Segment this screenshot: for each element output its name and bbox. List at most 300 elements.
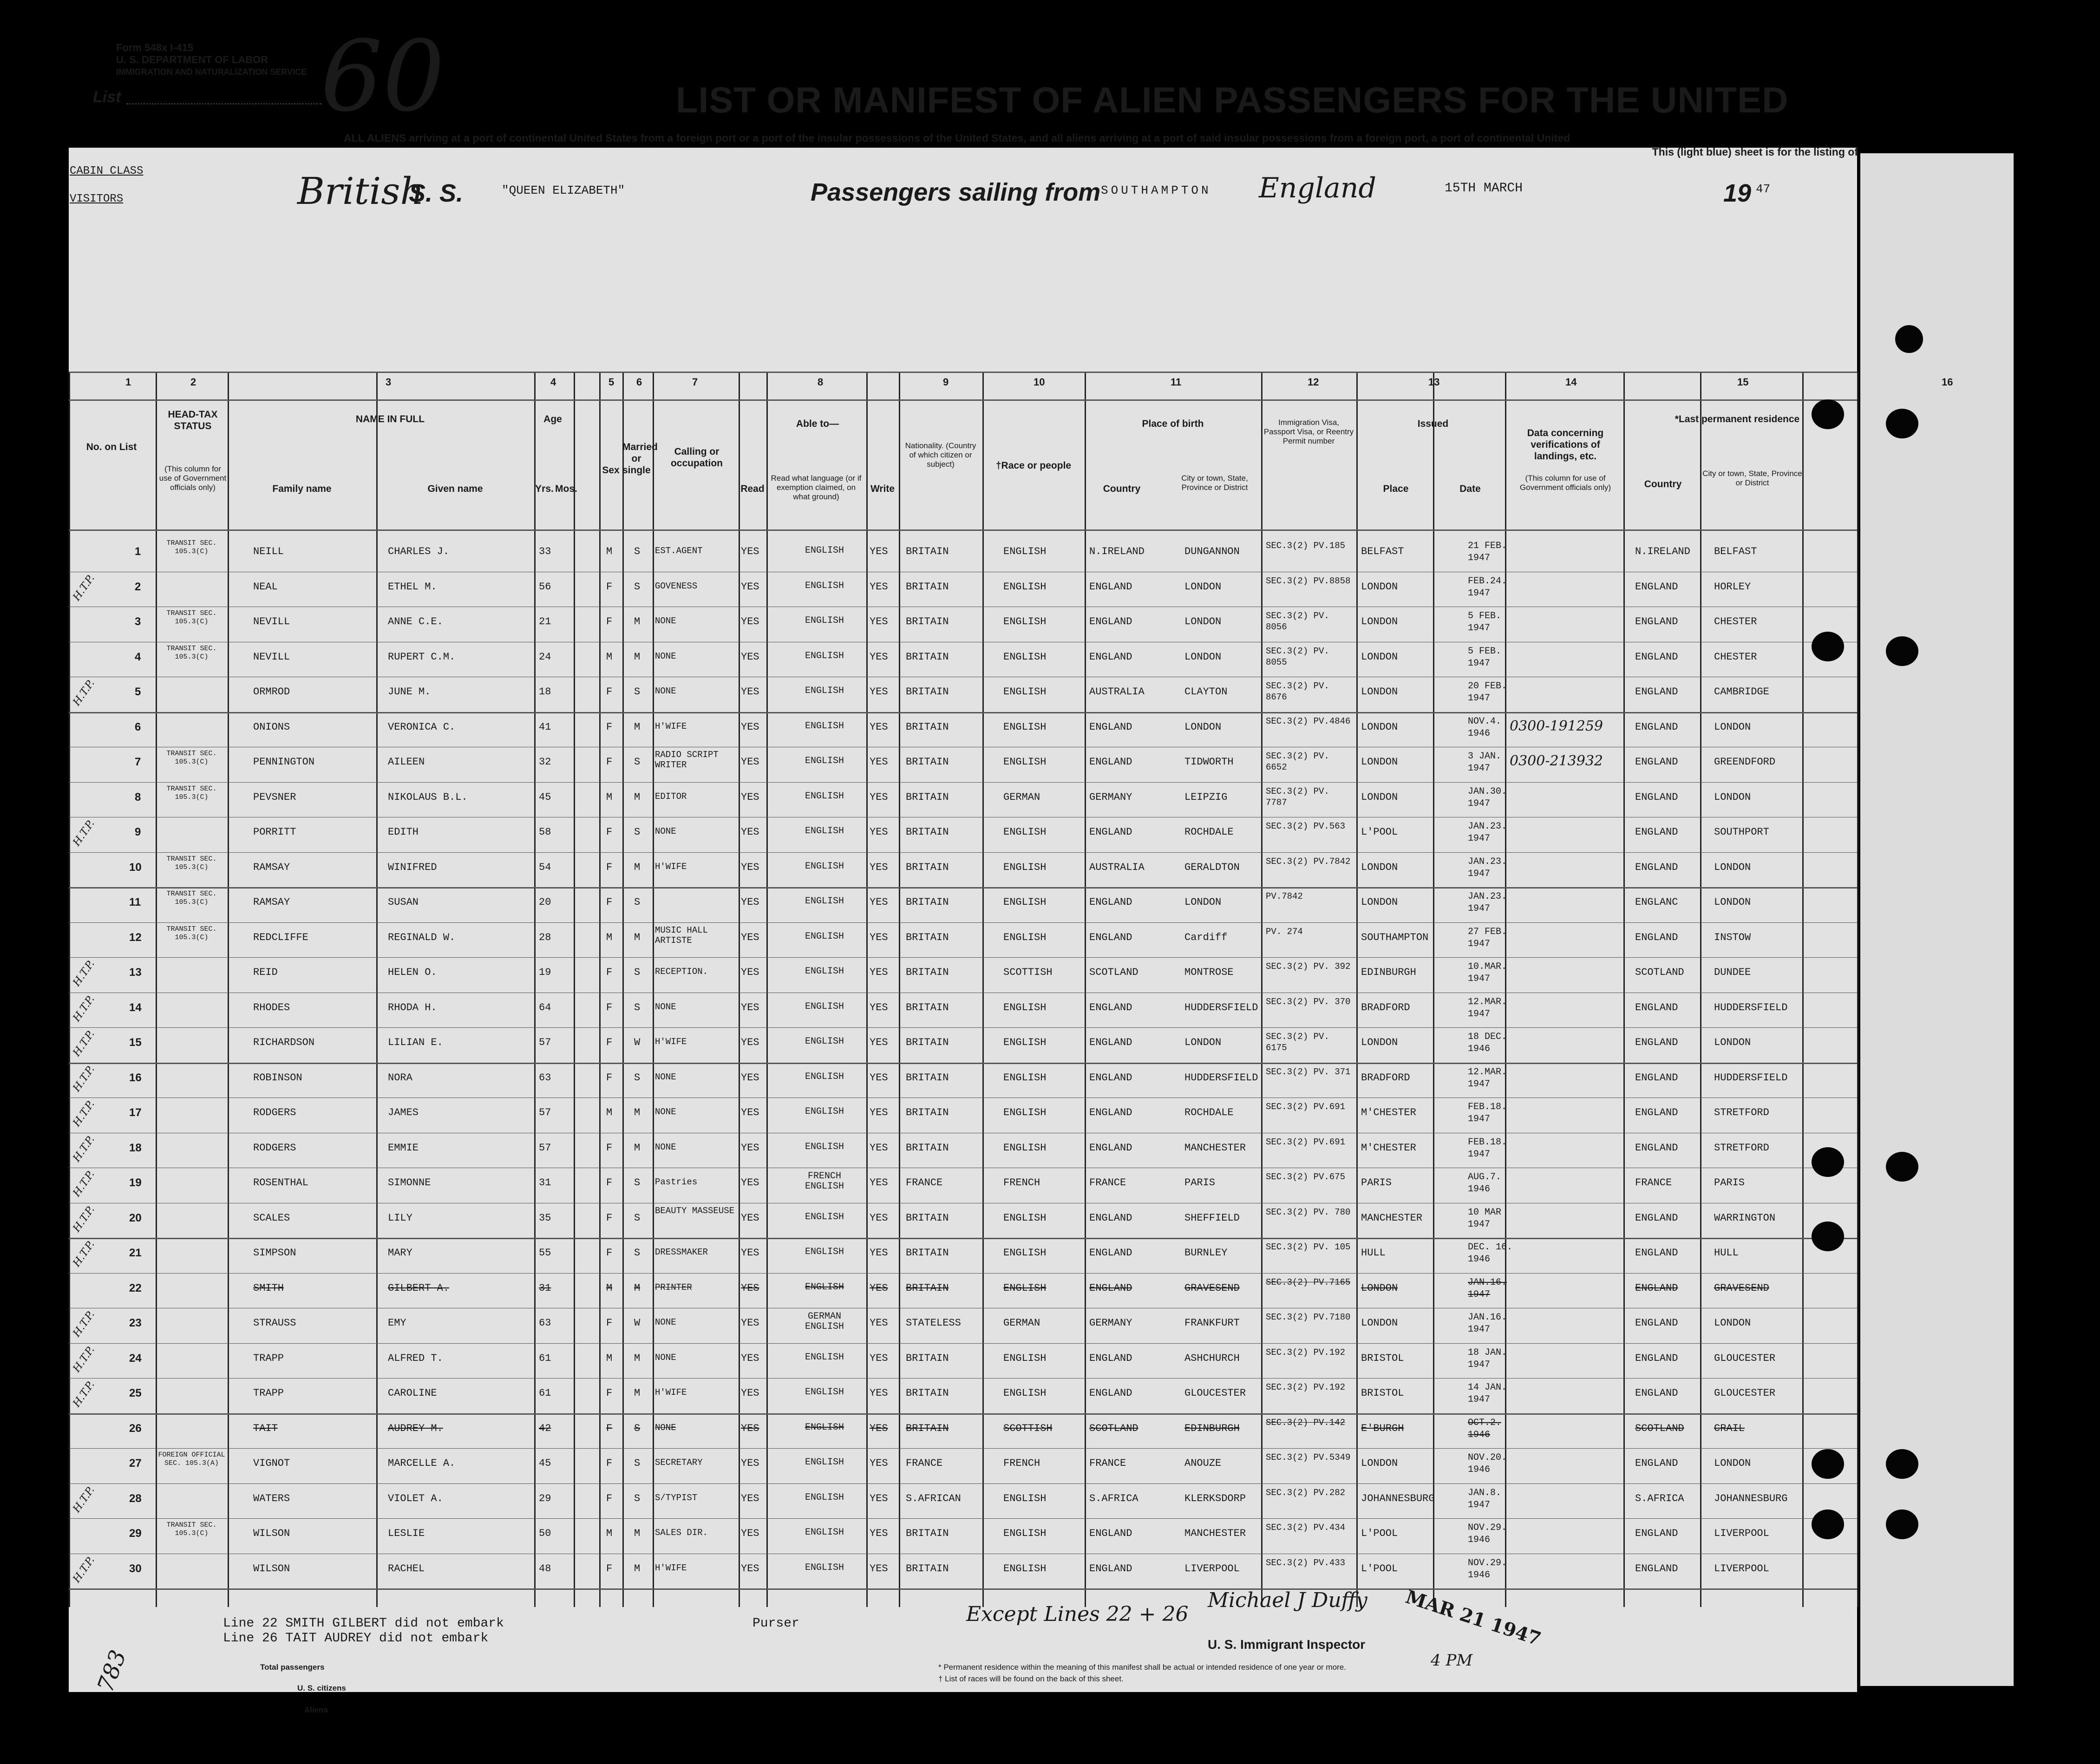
row-iplace: M'CHESTER — [1361, 1107, 1416, 1118]
row-idate: 5 FEB. 1947 — [1468, 611, 1502, 634]
row-calling: H'WIFE — [655, 1562, 687, 1573]
row-read: YES — [741, 1247, 759, 1259]
row-nat: BRITAIN — [906, 651, 949, 663]
row-lcity: CAMBRIDGE — [1714, 686, 1769, 698]
row-calling: NONE — [655, 1317, 676, 1327]
row-given: SIMONNE — [388, 1177, 431, 1189]
row-ms: S — [634, 1071, 641, 1084]
row-bcity: ANOUZE — [1184, 1457, 1222, 1469]
row-write: YES — [870, 1001, 888, 1013]
row-visa: SEC.3(2) PV. 370 — [1266, 996, 1351, 1007]
ss-label: S. S. — [409, 179, 464, 207]
row-htp: H.T.P. — [71, 1203, 97, 1234]
row-visa: SEC.3(2) PV. 392 — [1266, 961, 1351, 972]
row-lcity: HUDDERSFIELD — [1714, 1001, 1788, 1013]
row-family: VIGNOT — [253, 1457, 290, 1469]
column-rule — [1857, 372, 1858, 1607]
row-nat: BRITAIN — [906, 721, 949, 733]
row-given: AILEEN — [388, 756, 425, 768]
row-yrs: 45 — [539, 791, 551, 803]
row-race: ENGLISH — [1003, 686, 1047, 698]
row-ms: M — [634, 1282, 641, 1294]
row-lang: ENGLISH — [805, 931, 844, 942]
row-idate: AUG.7. 1946 — [1468, 1172, 1502, 1195]
row-lang: ENGLISH — [805, 1562, 844, 1573]
row-nat: BRITAIN — [906, 1282, 949, 1294]
row-sex: F — [606, 1037, 613, 1048]
row-iplace: JOHANNESBURG — [1361, 1492, 1435, 1504]
row-family: NEILL — [253, 546, 284, 557]
row-write: YES — [870, 651, 888, 663]
row-no: 27 — [129, 1457, 142, 1470]
row-race: ENGLISH — [1003, 616, 1047, 627]
row-read: YES — [741, 616, 759, 627]
row-rule — [69, 782, 1857, 783]
row-given: EMY — [388, 1317, 406, 1329]
row-read: YES — [741, 1492, 759, 1504]
row-family: WATERS — [253, 1492, 290, 1504]
row-yrs: 41 — [539, 721, 551, 733]
row-ms: M — [634, 651, 641, 663]
row-iplace: LONDON — [1361, 1317, 1398, 1329]
row-bcountry: ENGLAND — [1089, 651, 1132, 663]
row-sex: F — [606, 1317, 613, 1329]
row-idate: DEC. 16. 1946 — [1468, 1242, 1513, 1265]
row-race: ENGLISH — [1003, 896, 1047, 908]
row-idate: OCT.2. 1946 — [1468, 1417, 1502, 1440]
row-nat: BRITAIN — [906, 1422, 949, 1434]
row-lang: ENGLISH — [805, 1001, 844, 1012]
row-nat: FRANCE — [906, 1457, 943, 1469]
row-bcity: LONDON — [1184, 651, 1222, 663]
row-idate: 18 DEC. 1946 — [1468, 1032, 1507, 1054]
row-visa: SEC.3(2) PV. 371 — [1266, 1066, 1351, 1077]
row-no: 28 — [129, 1492, 142, 1505]
inspector-label: U. S. Immigrant Inspector — [1208, 1637, 1366, 1652]
except-note: Except Lines 22 + 26 — [966, 1602, 1189, 1626]
row-sex: F — [606, 1492, 613, 1504]
column-rule — [69, 372, 70, 1607]
row-write: YES — [870, 1177, 888, 1189]
row-visa: SEC.3(2) PV.142 — [1266, 1417, 1346, 1428]
row-lang: ENGLISH — [805, 580, 844, 591]
row-bcountry: ENGLAND — [1089, 1142, 1132, 1154]
row-sex: F — [606, 1422, 613, 1434]
row-iplace: LONDON — [1361, 791, 1398, 803]
header-head-tax-note: (This column for use of Government officials only) — [159, 464, 227, 492]
column-rule — [1261, 372, 1263, 1607]
row-lang: ENGLISH — [805, 1387, 844, 1398]
row-family: RODGERS — [253, 1107, 296, 1118]
row-family: WILSON — [253, 1562, 290, 1575]
row-lcountry: ENGLAND — [1635, 1247, 1678, 1259]
row-lcity: HUDDERSFIELD — [1714, 1071, 1788, 1084]
row-tax: TRANSIT SEC. 105.3(C) — [166, 644, 217, 661]
row-calling: MUSIC HALL ARTISTE — [655, 925, 708, 946]
row-htp: H.T.P. — [71, 1133, 97, 1164]
row-race: ENGLISH — [1003, 581, 1047, 593]
row-ms: M — [634, 1528, 641, 1539]
row-race: SCOTTISH — [1003, 1422, 1053, 1434]
header-data-concerning: Data concerning verifications of landings, etc. — [1527, 428, 1604, 462]
row-sex: M — [606, 651, 613, 663]
row-nat: BRITAIN — [906, 1387, 949, 1399]
row-bcountry: FRANCE — [1089, 1177, 1126, 1189]
row-lang: ENGLISH — [805, 1281, 844, 1293]
row-iplace: L'POOL — [1361, 1528, 1398, 1539]
row-lcity: LIVERPOOL — [1714, 1562, 1769, 1575]
row-bcountry: ENGLAND — [1089, 1071, 1132, 1084]
row-bcity: GLOUCESTER — [1184, 1387, 1246, 1399]
row-lang: ENGLISH — [805, 720, 844, 732]
row-write: YES — [870, 1037, 888, 1048]
row-lcountry: ENGLAND — [1635, 1457, 1678, 1469]
row-calling: EDITOR — [655, 791, 687, 802]
row-race: GERMAN — [1003, 1317, 1040, 1329]
row-lcity: DUNDEE — [1714, 967, 1751, 978]
row-write: YES — [870, 1247, 888, 1259]
row-calling: NONE — [655, 826, 676, 836]
row-iplace: LONDON — [1361, 861, 1398, 873]
row-ms: S — [634, 1492, 641, 1504]
row-visa: SEC.3(2) PV.5349 — [1266, 1452, 1351, 1463]
row-sex: F — [606, 686, 613, 698]
row-yrs: 63 — [539, 1071, 551, 1084]
row-write: YES — [870, 1212, 888, 1224]
row-idate: JAN.23. 1947 — [1468, 856, 1507, 879]
header-yrs: Yrs. — [535, 483, 554, 494]
row-given: LILY — [388, 1212, 412, 1224]
row-sex: F — [606, 1212, 613, 1224]
row-htp: H.T.P. — [71, 1379, 97, 1410]
column-rule — [1700, 372, 1701, 1607]
row-nat: BRITAIN — [906, 1071, 949, 1084]
row-lang: ENGLISH — [805, 1141, 844, 1152]
row-lcountry: ENGLAND — [1635, 1107, 1678, 1118]
row-iplace: L'POOL — [1361, 1562, 1398, 1575]
row-no: 14 — [129, 1001, 142, 1014]
row-idate: 18 JAN. 1947 — [1468, 1347, 1507, 1370]
row-visa: SEC.3(2) PV.192 — [1266, 1347, 1346, 1358]
row-lcountry: ENGLAND — [1635, 1142, 1678, 1154]
row-lcity: GREENDFORD — [1714, 756, 1776, 768]
row-ms: W — [634, 1037, 641, 1048]
row-read: YES — [741, 686, 759, 698]
row-bcity: LONDON — [1184, 581, 1222, 593]
punch-hole — [1812, 1509, 1844, 1539]
row-sex: M — [606, 546, 613, 557]
row-rule — [69, 852, 1857, 853]
row-write: YES — [870, 1528, 888, 1539]
row-nat: BRITAIN — [906, 1562, 949, 1575]
row-race: ENGLISH — [1003, 721, 1047, 733]
row-bcountry: ENGLAND — [1089, 896, 1132, 908]
header-sex: Sex — [602, 465, 620, 476]
row-lcity: CHESTER — [1714, 616, 1757, 627]
row-lang: ENGLISH — [805, 896, 844, 907]
row-race: ENGLISH — [1003, 651, 1047, 663]
row-lang: ENGLISH — [805, 615, 844, 626]
row-write: YES — [870, 896, 888, 908]
footer-purser: Purser — [752, 1616, 799, 1631]
row-nat: BRITAIN — [906, 581, 949, 593]
row-rule — [69, 1238, 1857, 1239]
row-lang: ENGLISH — [805, 650, 844, 661]
column-rule — [1085, 372, 1086, 1607]
row-bcity: EDINBURGH — [1184, 1422, 1240, 1434]
header-race: †Race or people — [995, 460, 1072, 471]
row-lcountry: SCOTLAND — [1635, 1422, 1684, 1434]
row-no: 25 — [129, 1387, 142, 1399]
row-ms: S — [634, 546, 641, 557]
row-ms: S — [634, 686, 641, 698]
row-htp: H.T.P. — [71, 1063, 97, 1094]
row-iplace: L'POOL — [1361, 826, 1398, 838]
header-last-residence: *Last permanent residence — [1675, 414, 1800, 425]
aliens-label: Aliens — [304, 1705, 328, 1714]
row-family: TAIT — [253, 1422, 278, 1434]
punch-hole — [1812, 399, 1844, 429]
row-bcity: HUDDERSFIELD — [1184, 1071, 1258, 1084]
row-nat: STATELESS — [906, 1317, 961, 1329]
row-lcountry: S.AFRICA — [1635, 1492, 1684, 1504]
column-rule — [1623, 372, 1625, 1607]
row-htp: H.T.P. — [71, 1554, 97, 1585]
stamp-time: 4 PM — [1431, 1651, 1473, 1670]
row-verif: 0300-213932 — [1510, 753, 1603, 769]
row-yrs: 28 — [539, 931, 551, 943]
row-lang: ENGLISH — [805, 1211, 844, 1222]
row-family: RAMSAY — [253, 896, 290, 908]
row-lcity: LONDON — [1714, 861, 1751, 873]
row-read: YES — [741, 756, 759, 768]
row-calling: H'WIFE — [655, 861, 687, 872]
row-read: YES — [741, 1142, 759, 1154]
row-no: 19 — [129, 1176, 142, 1189]
row-lang: ENGLISH — [805, 686, 844, 696]
row-ms: S — [634, 896, 641, 908]
row-given: NORA — [388, 1071, 412, 1084]
row-ms: M — [634, 931, 641, 943]
column-number: 6 — [636, 376, 642, 388]
column-number: 13 — [1428, 376, 1440, 388]
row-calling: NONE — [655, 616, 676, 626]
row-visa: SEC.3(2) PV. 7787 — [1266, 786, 1329, 808]
row-tax: TRANSIT SEC. 105.3(C) — [166, 855, 217, 871]
row-lcountry: ENGLANC — [1635, 896, 1678, 908]
row-htp: H.T.P. — [71, 678, 97, 708]
row-family: SMITH — [253, 1282, 284, 1294]
row-idate: FEB.18. 1947 — [1468, 1137, 1507, 1160]
list-number: 60 — [321, 20, 445, 133]
row-sex: F — [606, 1177, 613, 1189]
column-rule — [156, 372, 157, 1607]
header-pob-country: Country — [1103, 483, 1141, 494]
row-no: 11 — [129, 896, 141, 908]
row-given: SUSAN — [388, 896, 419, 908]
row-given: CAROLINE — [388, 1387, 437, 1399]
row-bcity: GERALDTON — [1184, 861, 1240, 873]
row-bcountry: S.AFRICA — [1089, 1492, 1138, 1504]
row-iplace: LONDON — [1361, 721, 1398, 733]
row-rule — [69, 1378, 1857, 1379]
row-yrs: 56 — [539, 581, 551, 593]
row-lcountry: ENGLAND — [1635, 826, 1678, 838]
row-iplace: LONDON — [1361, 896, 1398, 908]
row-ms: M — [634, 1387, 641, 1399]
row-verif: 0300-191259 — [1510, 718, 1603, 734]
row-race: ENGLISH — [1003, 1071, 1047, 1084]
row-htp: H.T.P. — [71, 572, 97, 603]
column-rule — [376, 372, 378, 1607]
row-family: SCALES — [253, 1212, 290, 1224]
row-read: YES — [741, 1387, 759, 1399]
row-race: ENGLISH — [1003, 931, 1047, 943]
row-given: MARCELLE A. — [388, 1457, 456, 1469]
row-bcountry: ENGLAND — [1089, 1001, 1132, 1013]
row-sex: F — [606, 756, 613, 768]
row-given: LESLIE — [388, 1528, 425, 1539]
column-rule — [1356, 372, 1358, 1607]
row-rule — [69, 399, 1857, 401]
row-no: 16 — [129, 1071, 142, 1084]
row-lcity: STRETFORD — [1714, 1142, 1769, 1154]
row-nat: BRITAIN — [906, 826, 949, 838]
row-ms: S — [634, 1001, 641, 1013]
row-write: YES — [870, 1142, 888, 1154]
row-lang: ENGLISH — [805, 1071, 844, 1082]
row-rule — [69, 957, 1857, 958]
column-number: 12 — [1308, 376, 1319, 388]
row-visa: SEC.3(2) PV.7180 — [1266, 1312, 1351, 1322]
row-rule — [69, 372, 1857, 373]
column-number: 15 — [1737, 376, 1749, 388]
row-sex: M — [606, 1528, 613, 1539]
row-family: PORRITT — [253, 826, 296, 838]
row-visa: SEC.3(2) PV. 8055 — [1266, 646, 1329, 667]
header-family-name: Family name — [272, 483, 332, 494]
row-bcountry: GERMANY — [1089, 791, 1132, 803]
column-number: 8 — [818, 376, 824, 388]
row-read: YES — [741, 931, 759, 943]
row-race: ENGLISH — [1003, 1212, 1047, 1224]
row-yrs: 45 — [539, 1457, 551, 1469]
row-lcountry: FRANCE — [1635, 1177, 1672, 1189]
footnote-residence: * Permanent residence within the meaning of this manifest shall be actual or intended residence of one year or more. — [938, 1663, 1346, 1672]
header-age: Age — [543, 414, 562, 425]
row-read: YES — [741, 1282, 759, 1294]
row-rule — [69, 1448, 1857, 1449]
row-visa: SEC.3(2) PV. 6652 — [1266, 751, 1329, 772]
row-yrs: 31 — [539, 1282, 551, 1294]
row-read: YES — [741, 1001, 759, 1013]
row-no: 21 — [129, 1247, 142, 1259]
row-visa: SEC.3(2) PV.185 — [1266, 541, 1346, 551]
port-country: England — [1259, 172, 1376, 204]
row-idate: 5 FEB. 1947 — [1468, 646, 1502, 669]
row-bcountry: GERMANY — [1089, 1317, 1132, 1329]
row-read: YES — [741, 1107, 759, 1118]
row-lang: ENGLISH — [805, 791, 844, 802]
row-sex: F — [606, 1457, 613, 1469]
row-iplace: LONDON — [1361, 1457, 1398, 1469]
header-issued: Issued — [1417, 418, 1449, 429]
row-bcity: CLAYTON — [1184, 686, 1228, 698]
row-tax: TRANSIT SEC. 105.3(C) — [166, 609, 217, 626]
row-rule — [69, 922, 1857, 923]
row-race: ENGLISH — [1003, 1247, 1047, 1259]
row-bcountry: ENGLAND — [1089, 1562, 1132, 1575]
row-bcountry: ENGLAND — [1089, 1282, 1132, 1294]
row-race: ENGLISH — [1003, 1001, 1047, 1013]
row-write: YES — [870, 616, 888, 627]
row-nat: BRITAIN — [906, 546, 949, 557]
row-htp: H.T.P. — [71, 993, 97, 1024]
row-family: REID — [253, 967, 278, 978]
row-iplace: E'BURGH — [1361, 1422, 1404, 1434]
row-lcountry: ENGLAND — [1635, 931, 1678, 943]
row-ms: S — [634, 581, 641, 593]
row-lang: ENGLISH — [805, 1036, 844, 1047]
row-bcity: ROCHDALE — [1184, 826, 1234, 838]
row-idate: JAN.23. 1947 — [1468, 891, 1507, 914]
row-no: 10 — [129, 861, 142, 874]
row-bcity: FRANKFURT — [1184, 1317, 1240, 1329]
page-subtitle: ALL ALIENS arriving at a port of continental United States from a foreign port or a port of the insular possessions of the United States, and all aliens arriving at a port of said insular possessions from a foreign port, a port of continental United This (light blue) sheet is for the listing of — [344, 132, 1858, 158]
row-sex: F — [606, 1562, 613, 1575]
row-write: YES — [870, 686, 888, 698]
row-write: YES — [870, 791, 888, 803]
column-rule — [622, 372, 624, 1607]
punch-hole — [1886, 1152, 1918, 1182]
row-no: 12 — [129, 931, 142, 944]
edge-marks — [1375, 0, 2100, 23]
column-rule — [766, 372, 768, 1607]
row-given: CHARLES J. — [388, 546, 450, 557]
row-bcity: PARIS — [1184, 1177, 1216, 1189]
row-lcity: PARIS — [1714, 1177, 1745, 1189]
header-visa: Immigration Visa, Passport Visa, or Reentry Permit number — [1263, 418, 1354, 445]
row-lcity: LONDON — [1714, 791, 1751, 803]
row-bcountry: ENGLAND — [1089, 1037, 1132, 1048]
manifest-sheet — [69, 148, 1857, 1692]
row-write: YES — [870, 1492, 888, 1504]
next-sheet-edge — [1860, 153, 2014, 1686]
row-bcountry: ENGLAND — [1089, 1352, 1132, 1364]
row-race: ENGLISH — [1003, 1037, 1047, 1048]
year-suffix: 47 — [1756, 182, 1771, 196]
form-number: Form 548x I-415 U. S. DEPARTMENT OF LABOR IMMIGRATION AND NATURALIZATION SERVICE — [116, 42, 307, 77]
row-rule — [69, 529, 1857, 531]
row-race: ENGLISH — [1003, 1387, 1047, 1399]
header-write: Write — [870, 483, 895, 494]
row-ms: M — [634, 1562, 641, 1575]
row-family: TRAPP — [253, 1352, 284, 1364]
row-calling: Pastries — [655, 1177, 698, 1187]
row-lcountry: ENGLAND — [1635, 1387, 1678, 1399]
row-tax: TRANSIT SEC. 105.3(C) — [166, 925, 217, 941]
row-bcountry: SCOTLAND — [1089, 1422, 1138, 1434]
row-idate: JAN.8. 1947 — [1468, 1487, 1502, 1510]
row-yrs: 29 — [539, 1492, 551, 1504]
row-visa: SEC.3(2) PV.691 — [1266, 1102, 1346, 1112]
row-write: YES — [870, 826, 888, 838]
row-calling: H'WIFE — [655, 721, 687, 732]
header-lr-city: City or town, State, Province or District — [1702, 469, 1802, 487]
column-number: 9 — [943, 376, 949, 388]
column-rule — [899, 372, 900, 1607]
row-given: JUNE M. — [388, 686, 431, 698]
